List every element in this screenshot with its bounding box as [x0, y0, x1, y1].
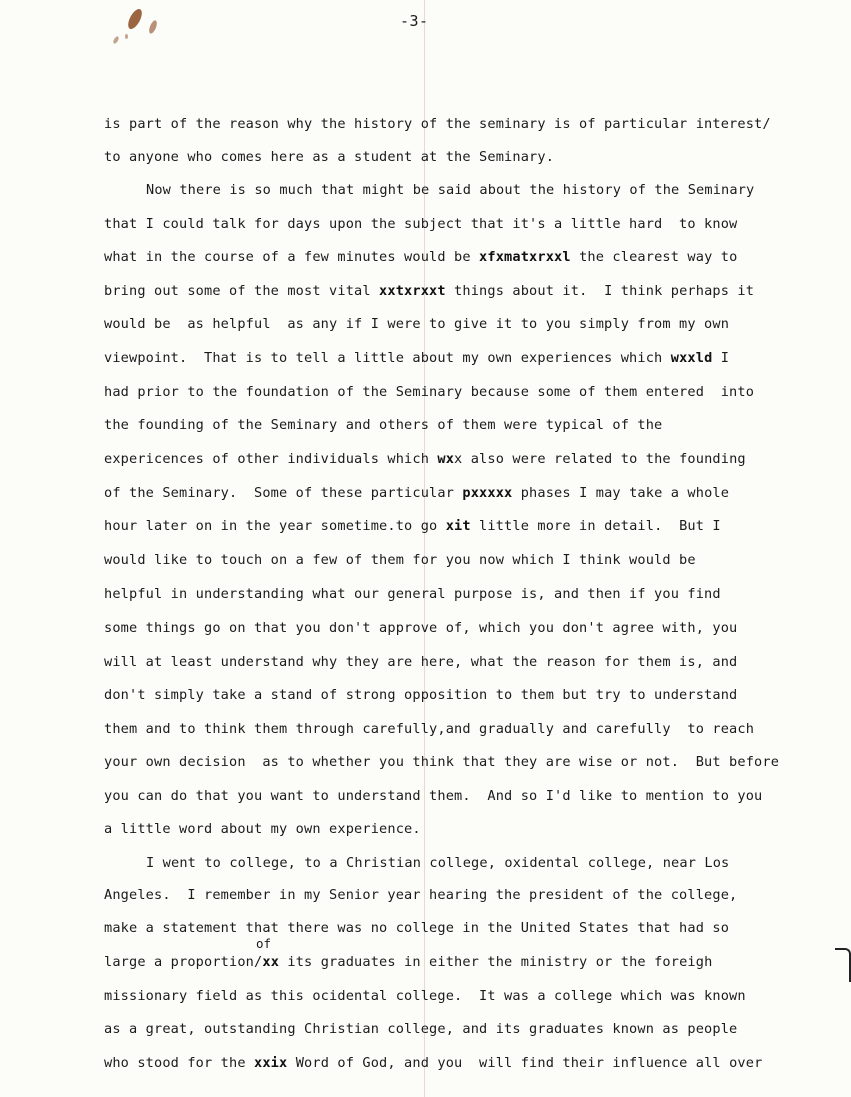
struck-out-text: xfxmatxrxxl — [479, 249, 571, 265]
line-text: phases I may take a whole — [512, 485, 730, 501]
page-number: -3- — [400, 12, 429, 30]
text-line: as a great, outstanding Christian college, and its graduates known as people — [104, 1021, 738, 1037]
text-line: that I could talk for days upon the subject that it's a little hard to know — [104, 216, 738, 232]
text-line — [104, 1055, 762, 1071]
text-line: some things go on that you don't approve of, which you don't agree with, you — [104, 620, 738, 636]
line-text: expericences of other individuals which — [104, 451, 438, 467]
ink-stain — [125, 7, 144, 31]
struck-out-text: xx — [262, 954, 280, 970]
text-line — [104, 350, 729, 366]
text-line: had prior to the foundation of the Seminary because some of them entered into — [104, 384, 755, 400]
struck-out-text: pxxxxx — [462, 485, 513, 501]
line-text: what in the course of a few minutes would be — [104, 249, 480, 265]
ink-stain — [148, 19, 159, 34]
text-line — [104, 283, 754, 299]
line-text: large a proportion/ — [104, 954, 263, 970]
line-text: things about it. I think perhaps it — [445, 283, 755, 299]
text-line — [104, 451, 746, 467]
text-line — [104, 485, 729, 501]
text-line: is part of the reason why the history of the seminary is of particular interest/ — [104, 116, 771, 132]
text-line: missionary field as this ocidental college. It was a college which was known — [104, 988, 746, 1004]
text-line: you can do that you want to understand them. And so I'd like to mention to you — [104, 788, 763, 804]
text-line: a little word about my own experience. — [104, 821, 421, 837]
line-text: Word of God, and you will find their influence all over — [287, 1055, 763, 1071]
line-text: I — [712, 350, 730, 366]
struck-out-text: wxxld — [670, 350, 713, 366]
text-line: Angeles. I remember in my Senior year hearing the president of the college, — [104, 887, 738, 903]
paper-edge-mark — [835, 948, 851, 982]
text-line: the founding of the Seminary and others of them were typical of the — [104, 417, 663, 433]
line-text: little more in detail. But I — [470, 518, 721, 534]
line-text: x also were related to the founding — [454, 451, 746, 467]
struck-out-text: wx — [437, 451, 455, 467]
handwritten-insertion: of — [256, 936, 272, 951]
paragraph-start-line: I went to college, to a Christian college, oxidental college, near Los — [146, 855, 730, 871]
ink-stain — [112, 36, 119, 45]
struck-out-text: xxix — [254, 1055, 288, 1071]
text-line: would like to touch on a few of them for you now which I think would be — [104, 552, 696, 568]
text-line: them and to think them through carefully,and gradually and carefully to reach — [104, 721, 755, 737]
text-line: to anyone who comes here as a student at the Seminary. — [104, 149, 555, 165]
line-text: of the Seminary. Some of these particular — [104, 485, 463, 501]
text-line: don't simply take a stand of strong opposition to them but try to understand — [104, 687, 738, 703]
text-line — [104, 954, 712, 970]
text-line — [104, 249, 737, 265]
struck-out-text: xxtxrxxt — [379, 283, 446, 299]
line-text: viewpoint. That is to tell a little about my own experiences which — [104, 350, 671, 366]
line-text: who stood for the — [104, 1055, 255, 1071]
line-text: its graduates in either the ministry or the foreigh — [279, 954, 713, 970]
line-text: the clearest way to — [570, 249, 738, 265]
text-line: helpful in understanding what our general purpose is, and then if you find — [104, 586, 721, 602]
text-line: your own decision as to whether you think that they are wise or not. But before — [104, 754, 780, 770]
line-text: hour later on in the year sometime.to go — [104, 518, 446, 534]
ink-stain — [125, 34, 128, 39]
text-line — [104, 518, 721, 534]
paragraph-start-line: Now there is so much that might be said about the history of the Seminary — [146, 182, 755, 198]
struck-out-text: xit — [445, 518, 471, 534]
text-line: make a statement that there was no college in the United States that had so — [104, 920, 730, 936]
line-text: bring out some of the most vital — [104, 283, 380, 299]
text-line: would be as helpful as any if I were to give it to you simply from my own — [104, 316, 730, 332]
text-line: will at least understand why they are here, what the reason for them is, and — [104, 654, 738, 670]
